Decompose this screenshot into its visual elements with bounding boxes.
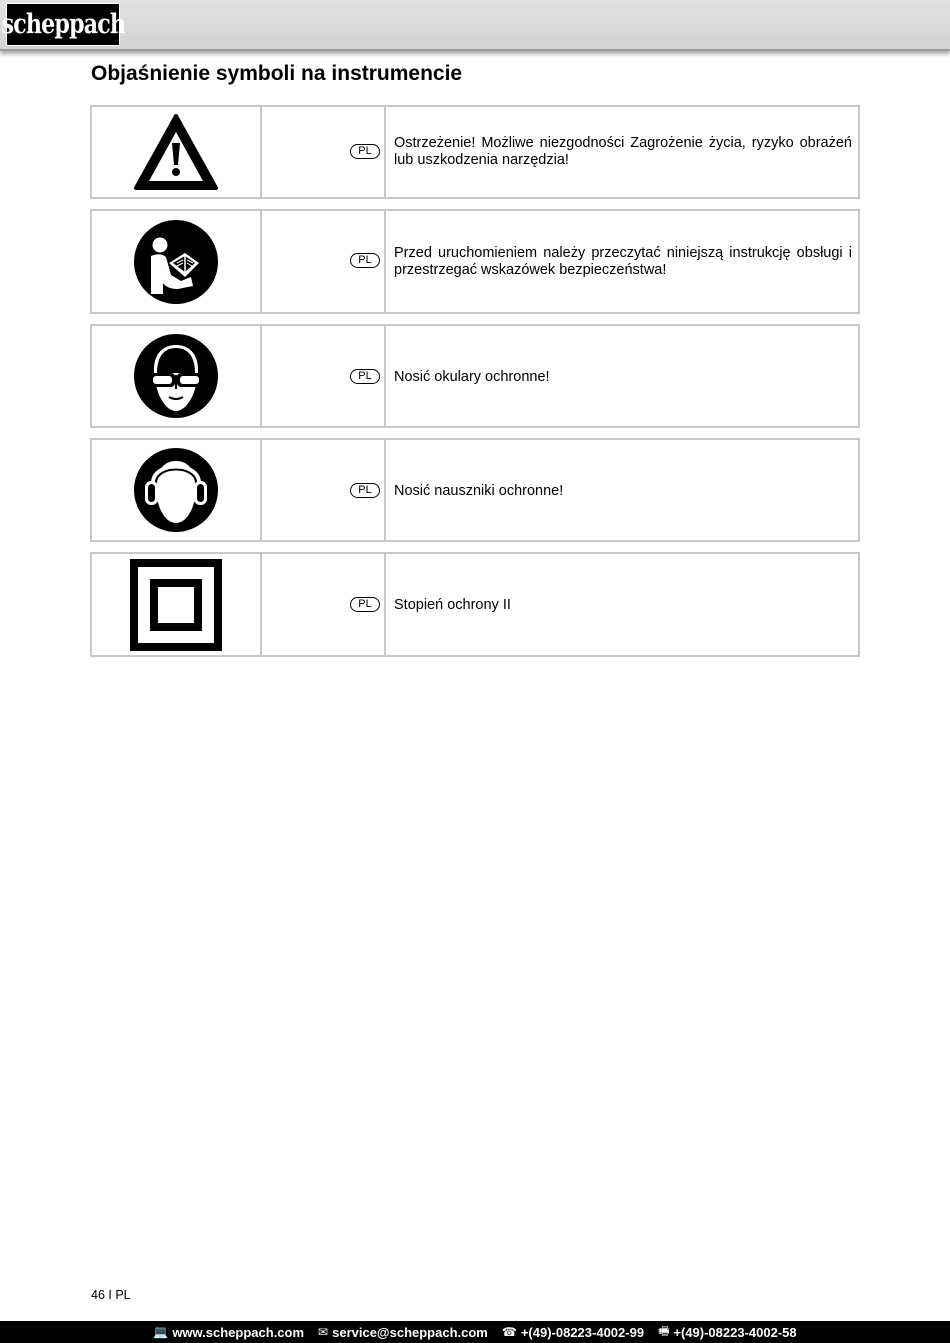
email-link[interactable]: service@scheppach.com [332, 1324, 488, 1340]
fax-icon: 🖷 [658, 1323, 670, 1338]
logo-text: scheppach [1, 9, 125, 40]
symbol-row-safety-goggles [90, 324, 860, 428]
lang-badge: PL [350, 369, 380, 384]
lang-cell [262, 440, 386, 540]
footer-email[interactable] [318, 1325, 488, 1340]
phone-icon: ☎ [501, 1325, 517, 1339]
page-title: Objaśnienie symboli na instrumencie [91, 62, 463, 85]
fax-number: +(49)-08223-4002-58 [673, 1324, 797, 1340]
ear-protection-icon [133, 447, 219, 533]
lang-cell [262, 107, 386, 197]
symbol-row-warning [90, 105, 860, 199]
lang-cell [262, 211, 386, 312]
symbol-row-read-manual [90, 209, 860, 314]
footer-bar [0, 1321, 950, 1343]
scheppach-logo [1, 3, 125, 46]
lang-badge: PL [350, 597, 380, 612]
computer-icon: 💻 [153, 1325, 169, 1339]
footer-fax [658, 1322, 797, 1343]
symbol-row-ear-protection [90, 438, 860, 542]
safety-goggles-icon [133, 333, 219, 419]
website-link[interactable]: www.scheppach.com [172, 1324, 305, 1340]
symbol-description: Przed uruchomieniem należy przeczytać niniejszą instrukcję obsługi i przestrzegać wskazówek bezpieczeństwa! [394, 245, 852, 278]
footer-website[interactable] [153, 1325, 304, 1340]
icon-cell [92, 211, 262, 312]
symbol-description: Stopień ochrony II [394, 597, 511, 613]
icon-cell [92, 440, 262, 540]
icon-cell [92, 107, 262, 197]
symbol-table [90, 105, 860, 667]
read-manual-icon [133, 219, 219, 305]
lang-cell [262, 326, 386, 426]
phone-number: +(49)-08223-4002-99 [520, 1324, 645, 1340]
lang-badge: PL [350, 253, 380, 268]
warning-triangle-icon [132, 112, 220, 192]
symbol-description: Nosić okulary ochronne! [394, 369, 550, 385]
footer-phone [502, 1325, 644, 1340]
page-number: 46 I PL [91, 1288, 131, 1302]
symbol-row-protection-class [90, 552, 860, 657]
protection-class-ii-icon [130, 559, 222, 651]
lang-badge: PL [350, 144, 380, 159]
lang-badge: PL [350, 483, 380, 498]
header-bar [0, 0, 950, 51]
icon-cell [92, 554, 262, 655]
icon-cell [92, 326, 262, 426]
symbol-description: Ostrzeżenie! Możliwe niezgodności Zagrożenie życia, ryzyko obrażeń lub uszkodzenia narzędzia! [394, 135, 852, 168]
lang-cell [262, 554, 386, 655]
envelope-icon: ✉ [318, 1325, 329, 1339]
symbol-description: Nosić nauszniki ochronne! [394, 483, 564, 499]
